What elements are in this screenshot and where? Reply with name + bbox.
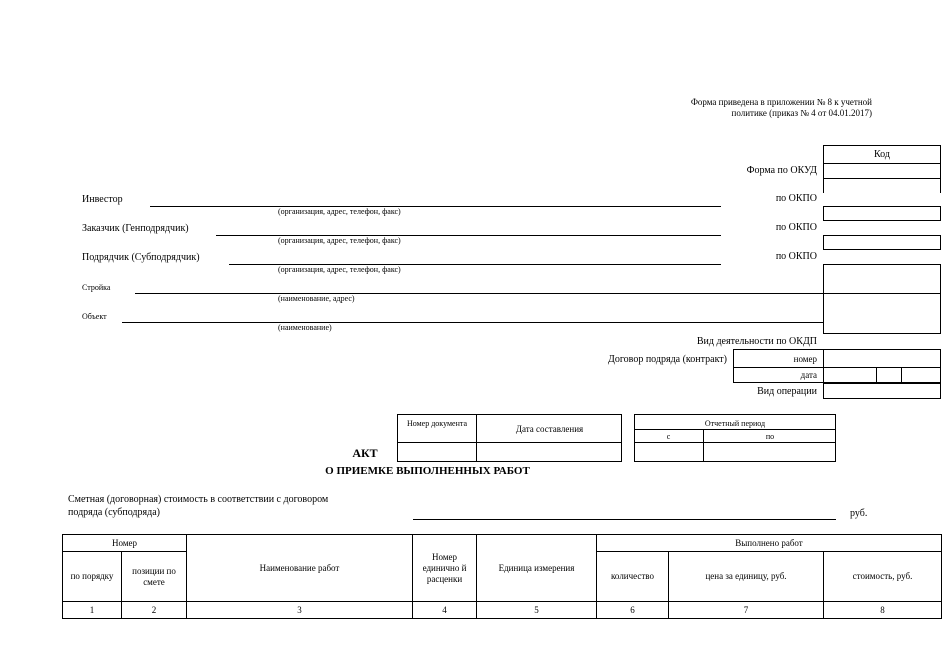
contract-number-label: номер: [793, 354, 817, 364]
contract-number-cell[interactable]: [823, 349, 941, 368]
cost-header: стоимость, руб.: [824, 552, 942, 602]
doc-date-header: Дата составления: [515, 424, 584, 434]
cost-unit: руб.: [850, 508, 868, 519]
code-header: Код: [874, 149, 890, 160]
col-number-4: 4: [413, 602, 477, 619]
col-number-7: 7: [669, 602, 824, 619]
object-field[interactable]: [122, 322, 823, 323]
form-note-line2: политике (приказ № 4 от 04.01.2017): [731, 108, 872, 118]
investor-hint: (организация, адрес, телефон, факс): [278, 207, 401, 216]
okdp-label: Вид деятельности по ОКДП: [696, 336, 817, 347]
col-number-1: 1: [63, 602, 122, 619]
investor-field[interactable]: [150, 206, 721, 207]
contract-label: Договор подряда (контракт): [608, 354, 727, 365]
contractor-hint: (организация, адрес, телефон, факс): [278, 265, 401, 274]
investor-label: Инвестор: [82, 194, 123, 205]
contract-date-cell[interactable]: [823, 367, 941, 383]
cost-label-line2: подряда (субподряда): [68, 507, 160, 518]
doc-number-header: Номер документа: [406, 419, 467, 428]
okud-code-cell[interactable]: [823, 163, 941, 179]
cost-label-line1: Сметная (договорная) стоимость в соответствии с договором: [68, 494, 329, 505]
done-group-header: Выполнено работ: [597, 535, 942, 552]
col-number-2: 2: [122, 602, 187, 619]
contract-date-label: дата: [800, 370, 817, 380]
number-group-header: Номер: [63, 535, 187, 552]
act-title: АКТ: [352, 446, 378, 460]
object-hint: (наименование): [278, 323, 332, 332]
unit-price-number-header: Номер единично й расценки: [413, 535, 477, 602]
form-note-line1: Форма приведена в приложении № 8 к учетной: [690, 97, 872, 107]
form-note: [600, 97, 872, 119]
okpo-investor-code-cell[interactable]: [823, 206, 941, 221]
col-number-8: 8: [824, 602, 942, 619]
customer-hint: (организация, адрес, телефон, факс): [278, 236, 401, 245]
col-number-6: 6: [597, 602, 669, 619]
col-number-5: 5: [477, 602, 597, 619]
work-name-header: Наименование работ: [187, 535, 413, 602]
price-per-unit-header: цена за единицу, руб.: [669, 552, 824, 602]
construction-field[interactable]: [135, 293, 823, 294]
contractor-label: Подрядчик (Субподрядчик): [82, 252, 200, 263]
construction-hint: (наименование, адрес): [278, 294, 355, 303]
operation-code-cell[interactable]: [823, 383, 941, 399]
okpo-customer-label: по ОКПО: [775, 222, 817, 233]
period-to: по: [765, 432, 775, 441]
construction-label: Стройка: [82, 283, 111, 292]
by-estimate-header: позиции по смете: [122, 552, 187, 602]
unit-measure-header: Единица измерения: [477, 535, 597, 602]
cost-field[interactable]: [413, 519, 836, 520]
period-header: Отчетный период: [704, 419, 766, 428]
object-label: Объект: [82, 312, 107, 321]
col-number-3: 3: [187, 602, 413, 619]
period-from: с: [666, 432, 671, 441]
works-table: [62, 534, 942, 619]
okpo-contractor-code-cell[interactable]: [823, 264, 941, 294]
customer-label: Заказчик (Генподрядчик): [82, 223, 189, 234]
code-header-cell: [823, 145, 941, 164]
okud-label: Форма по ОКУД: [746, 165, 817, 176]
okpo-customer-code-cell[interactable]: [823, 235, 941, 250]
operation-label: Вид операции: [757, 386, 817, 397]
quantity-header: количество: [597, 552, 669, 602]
by-order-header: по порядку: [63, 552, 122, 602]
okpo-contractor-label: по ОКПО: [775, 251, 817, 262]
act-subtitle: О ПРИЕМКЕ ВЫПОЛНЕННЫХ РАБОТ: [325, 465, 530, 477]
construction-code-cell[interactable]: [823, 293, 941, 334]
okpo-investor-label: по ОКПО: [775, 193, 817, 204]
